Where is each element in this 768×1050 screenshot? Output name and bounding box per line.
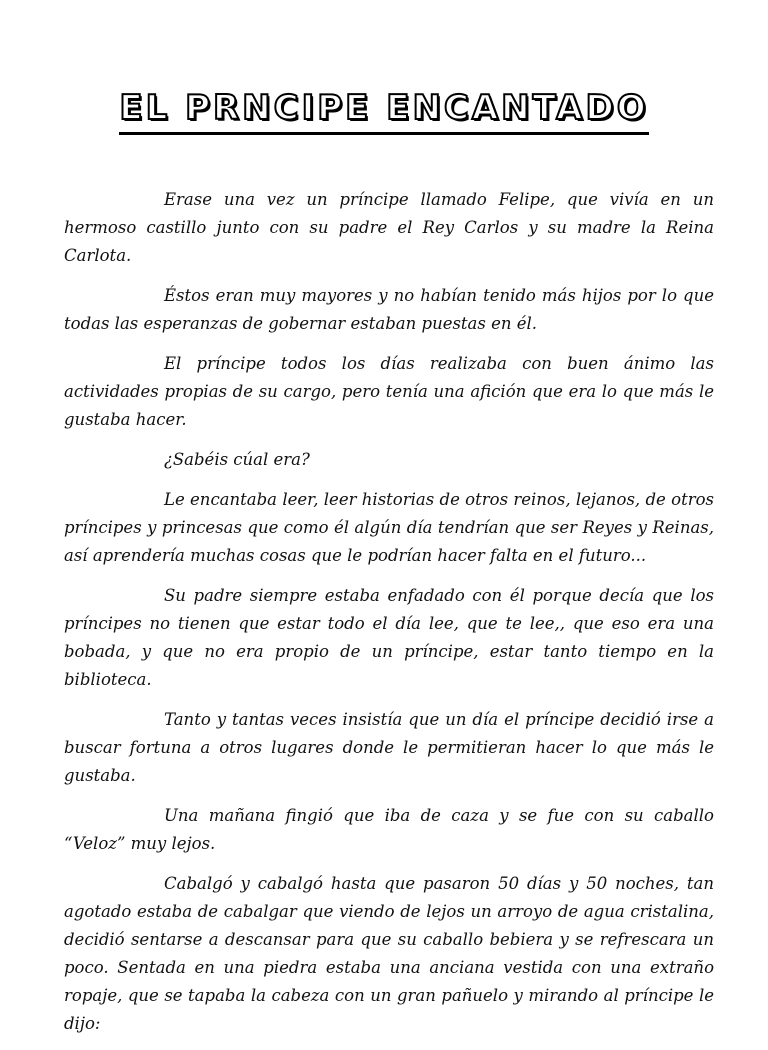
paragraph-2: Éstos eran muy mayores y no habían tenido más hijos por lo que todas las esperanzas de gobernar estaban puestas en él.	[64, 286, 714, 333]
title-container	[0, 88, 768, 135]
paragraph-3: El príncipe todos los días realizaba con buen ánimo las actividades propias de su cargo, pero tenía una afición que era lo que más le gustaba hacer.	[64, 354, 714, 429]
paragraph-8: Una mañana fingió que iba de caza y se fue con su caballo “Veloz” muy lejos.	[64, 806, 714, 853]
story-body	[64, 186, 714, 1050]
paragraph-6: Su padre siempre estaba enfadado con él porque decía que los príncipes no tienen que estar todo el día lee, que te lee,, que eso era una bobada, y que no era propio de un príncipe, estar tanto tiempo en la biblioteca.	[64, 586, 714, 689]
document-title: EL PRNCIPE ENCANTADO	[119, 88, 648, 135]
paragraph-7: Tanto y tantas veces insistía que un día el príncipe decidió irse a buscar fortuna a otros lugares donde le permitieran hacer lo que más le gustaba.	[64, 710, 714, 785]
paragraph-9: Cabalgó y cabalgó hasta que pasaron 50 días y 50 noches, tan agotado estaba de cabalgar que viendo de lejos un arroyo de agua cristalina, decidió sentarse a descansar para que su caballo bebiera y se refrescara un poco. Sentada en una piedra estaba una anciana vestida con una extraño ropaje, que se tapaba la cabeza con un gran pañuelo y mirando al príncipe le dijo:	[64, 874, 714, 1033]
paragraph-1: Erase una vez un príncipe llamado Felipe, que vivía en un hermoso castillo junto con su padre el Rey Carlos y su madre la Reina Carlota.	[64, 190, 714, 265]
paragraph-4: ¿Sabéis cúal era?	[164, 450, 310, 469]
paragraph-5: Le encantaba leer, leer historias de otros reinos, lejanos, de otros príncipes y princesas que como él algún día tendrían que ser Reyes y Reinas, así aprendería muchas cosas que le podrían hacer falta en el futuro...	[64, 490, 714, 565]
